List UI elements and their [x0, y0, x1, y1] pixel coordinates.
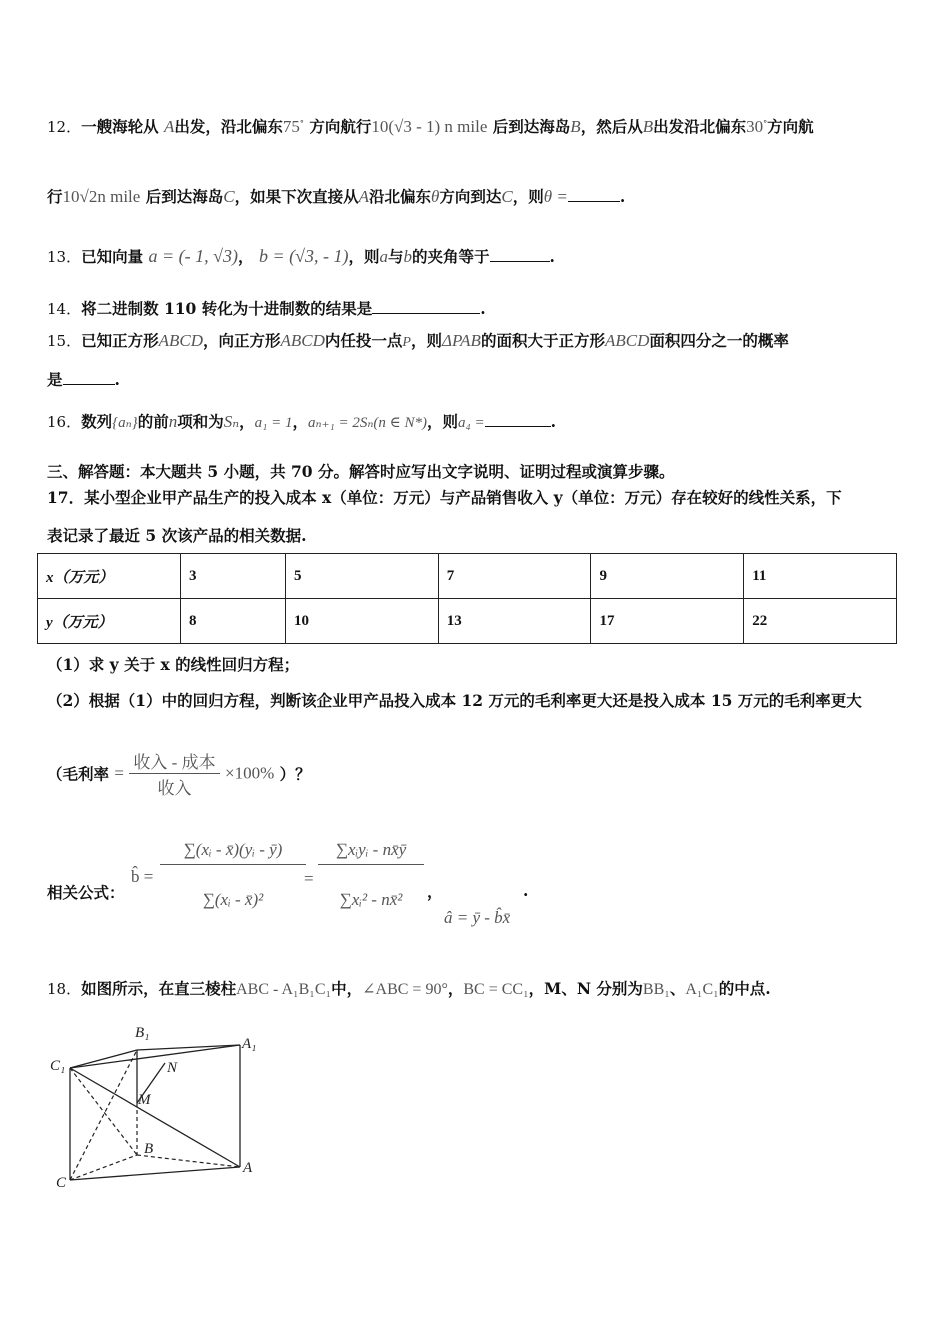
bhat: b̂ = [131, 867, 154, 886]
q17-part1: （1）求 y 关于 x 的线性回归方程； [47, 655, 300, 674]
label-a: A [243, 1160, 253, 1176]
answer-blank [63, 370, 115, 385]
section-heading: 三、解答题：本大题共 5 小题，共 70 分。解答时应写出文字说明、证明过程或演算步骤。 [47, 462, 675, 481]
answer-blank [372, 299, 480, 314]
q12-number: 12． [47, 118, 82, 136]
prism-figure [40, 1015, 280, 1200]
label-b1: B₁ [135, 1025, 150, 1041]
row-header-y: y（万元） [38, 599, 181, 644]
formula-num2: ∑xᵢyᵢ - nx̄ȳ [318, 840, 424, 865]
q15-line1: 15．已知正方形ABCD，向正方形ABCD内任投一点P，则ΔPAB的面积大于正方形ABCD面积四分之一的概率 [47, 331, 789, 350]
edge-ca [70, 1167, 240, 1180]
table-cell: 5 [286, 554, 439, 599]
edge-cb1-hidden [70, 1050, 137, 1180]
table-cell: 9 [591, 554, 744, 599]
edge-c1b-hidden [70, 1068, 137, 1155]
q17-part2: （2）根据（1）中的回归方程，判断该企业甲产品投入成本 12 万元的毛利率更大还是投入成本 15 万元的毛利率更大 [47, 691, 862, 710]
formula-comma: ， [427, 882, 443, 901]
formula-label: 相关公式： [47, 883, 125, 902]
formula-end: . [523, 881, 529, 900]
formula-den2: ∑xᵢ² - nx̄² [339, 890, 403, 909]
q12-line2: 行10√2n mile 后到达海岛C，如果下次直接从A沿北偏东θ方向到达C，则θ = . [47, 187, 626, 206]
table-row [38, 599, 897, 644]
label-b: B [144, 1141, 154, 1157]
ahat: â = ȳ - b̂x̄ [444, 908, 511, 927]
table-row [38, 554, 897, 599]
q16: 16．数列{aₙ}的前n项和为Sₙ，a₁ = 1，aₙ₊₁ = 2Sₙ(n ∈ N*)，则a₄ = . [47, 412, 557, 431]
answer-blank [568, 187, 620, 202]
q18: 18．如图所示，在直三棱柱ABC - A₁B₁C₁中，∠ABC = 90°，BC = CC₁，M、N 分别为BB₁、A₁C₁的中点. [47, 979, 771, 998]
margin-formula: （毛利率 = $\frac{\text{收入 - 成本}}{\text{收入}}$ ×100% ）？ [47, 748, 311, 799]
table-cell: 7 [438, 554, 591, 599]
edge-c1a1 [70, 1045, 240, 1068]
table-cell: 3 [181, 554, 286, 599]
row-header-x: x（万元） [38, 554, 181, 599]
q13: 13．已知向量 a = (- 1, √3)， b = (√3, - 1)，则a与b的夹角等于 . [47, 246, 555, 266]
answer-blank [490, 247, 550, 262]
label-n: N [167, 1060, 178, 1076]
margin-fraction: $\frac{\text{收入 - 成本}}{\text{收入}}$ [129, 748, 219, 799]
table-cell: 17 [591, 599, 744, 644]
q14: 14．将二进制数 110 转化为十进制数的结果是 . [47, 299, 486, 318]
q17-line2: 表记录了最近 5 次该产品的相关数据. [47, 526, 307, 545]
formula-num1: ∑(xᵢ - x̄)(yᵢ - ȳ) [160, 840, 306, 865]
edge-c1b1 [70, 1050, 137, 1068]
table-cell: 11 [744, 554, 897, 599]
label-a1: A₁ [242, 1036, 257, 1052]
formula-eq: = [304, 869, 314, 888]
table-cell: 22 [744, 599, 897, 644]
label-m: M [138, 1092, 151, 1108]
label-c1: C₁ [50, 1058, 66, 1074]
answer-blank [485, 412, 551, 427]
data-table [37, 553, 897, 644]
edge-c1a [70, 1068, 240, 1167]
table-cell: 8 [181, 599, 286, 644]
formula-den1: ∑(xᵢ - x̄)² [202, 890, 264, 909]
table-cell: 13 [438, 599, 591, 644]
q17-line1: 17．某小型企业甲产品生产的投入成本 x（单位：万元）与产品销售收入 y（单位：万元）存在较好的线性关系，下 [47, 488, 842, 507]
label-c: C [56, 1175, 67, 1191]
table-cell: 10 [286, 599, 439, 644]
q15-line2: 是 . [47, 370, 120, 389]
q12-line1: 12．一艘海轮从 A出发，沿北偏东75° 方向航行10(√3 - 1) n mile 后到达海岛B，然后从B出发沿北偏东30°方向航 [47, 117, 814, 136]
